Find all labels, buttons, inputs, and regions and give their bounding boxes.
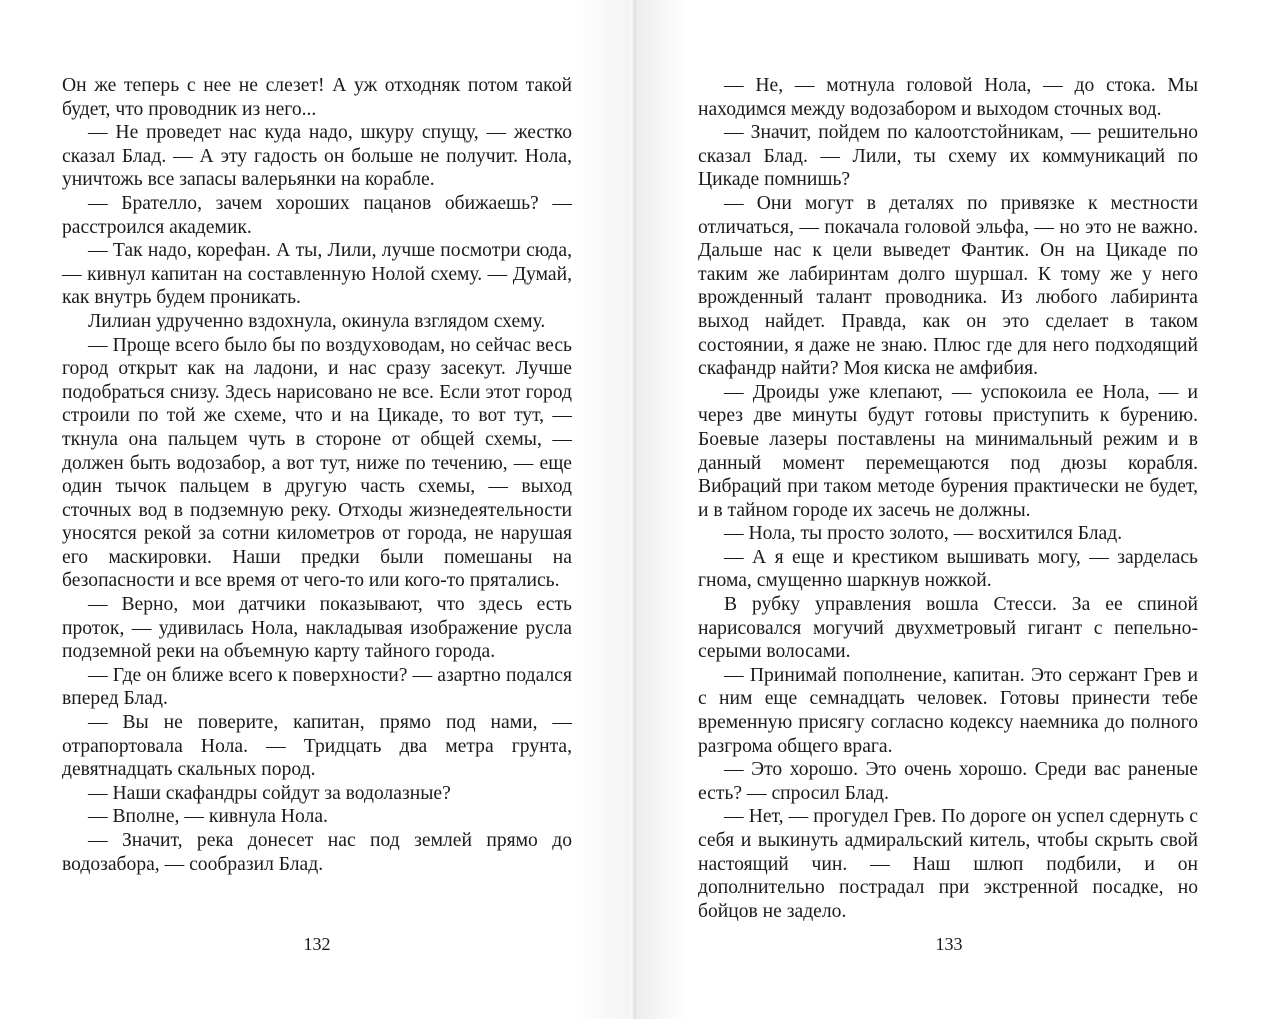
paragraph: — Вполне, — кивнула Нола. bbox=[88, 806, 328, 828]
paragraph: В рубку управления вошла Стесси. За ее спиной нарисовался могучий двухметровый гигант с пепельно-серыми волосами. bbox=[698, 594, 1198, 663]
paragraph: — Не, — мотнула головой Нола, — до стока. Мы находимся между водозабором и выходом сточных вод. bbox=[698, 75, 1198, 120]
paragraph: — А я еще и крестиком вышивать могу, — зарделась гнома, смущенно шаркнув ножкой. bbox=[698, 546, 1198, 592]
paragraph: — Наши скафандры сойдут за водолазные? bbox=[88, 782, 451, 804]
paragraph: — Не проведет нас куда надо, шкуру спущу, — жестко сказал Блад. — А эту гадость он больше не получит. Нола, уничтожь все запасы валерьянки на корабле. bbox=[62, 122, 572, 191]
right-page-text bbox=[698, 74, 1198, 923]
paragraph: — Значит, пойдем по калоотстойникам, — решительно сказал Блад. — Лили, ты схему их коммуникаций по Цикаде помнишь? bbox=[698, 122, 1198, 191]
paragraph: — Значит, река донесет нас под землей прямо до водозабора, — сообразил Блад. bbox=[62, 830, 572, 875]
paragraph: — Это хорошо. Это очень хорошо. Среди вас раненые есть? — спросил Блад. bbox=[698, 759, 1198, 804]
paragraph: — Вы не поверите, капитан, прямо под нами, — отрапортовала Нола. — Тридцать два метра грунта, девятнадцать скальных пород. bbox=[62, 712, 572, 781]
paragraph: — Нет, — прогудел Грев. По дороге он успел сдернуть с себя и выкинуть адмиральский китель, чтобы скрыть свой настоящий чин. — Наш шлюп подбили, и он дополнительно пострадал при экстренной посадке, но бойцов не задело. bbox=[698, 806, 1198, 922]
paragraph: — Принимай пополнение, капитан. Это сержант Грев и с ним еще семнадцать человек. Готовы принести тебе временную присягу согласно кодексу наемника до полного разгрома общего врага. bbox=[698, 664, 1198, 757]
paragraph: — Брателло, зачем хороших пацанов обижаешь? — расстроился академик. bbox=[62, 192, 572, 238]
left-page-text bbox=[62, 74, 572, 876]
page-number: 132 bbox=[303, 934, 331, 954]
paragraph: — Верно, мои датчики показывают, что здесь есть проток, — удивилась Нола, накладывая изображение русла подземной реки на объемную карту тайного города. bbox=[62, 594, 572, 663]
paragraph: Он же теперь с нее не слезет! А уж отходняк потом такой будет, что проводник из него... bbox=[62, 75, 572, 120]
paragraph: — Где он ближе всего к поверхности? — азартно подался вперед Блад. bbox=[62, 664, 572, 710]
paragraph: — Нола, ты просто золото, — восхитился Блад. bbox=[724, 523, 1123, 545]
paragraph: — Дроиды уже клепают, — успокоила ее Нола, — и через две минуты будут готовы приступить к бурению. Боевые лазеры поставлены на минимальный режим и в данный момент перемещаются под дюзы корабля. Вибраций при таком методе бурения практически не будет, и в тайном городе их засечь не должны. bbox=[698, 381, 1198, 521]
paragraph: — Так надо, корефан. А ты, Лили, лучше посмотри сюда, — кивнул капитан на составленную Нолой схему. — Думай, как внутрь будем проникать. bbox=[62, 240, 572, 309]
page-number: 133 bbox=[935, 934, 963, 954]
paragraph: — Проще всего было бы по воздуховодам, но сейчас весь город открыт как на ладони, и нас сразу засекут. Лучше подобраться снизу. Здесь нарисовано не все. Если этот город строили по той же схеме, что и на Цикаде, то вот тут, — ткнула она пальцем чуть в стороне от общей схемы, — должен быть водозабор, а вот тут, ниже по течению, — еще один тычок пальцем в другую часть схемы, — выход сточных вод в подземную реку. Отходы жизнедеятельности уносятся рекой за сотни километров от города, не нарушая его маскировки. Наши предки были помешаны на безопасности и все время от чего-то или кого-то прятались. bbox=[62, 334, 572, 592]
paragraph: — Они могут в деталях по привязке к местности отличаться, — покачала головой эльфа, — но это не важно. Дальше нас к цели выведет Фантик. Он на Цикаде по таким же лабиринтам долго шуршал. К тому же у него врожденный талант проводника. Из любого лабиринта выход найдет. Правда, как он это сделает в таком состоянии, я даже не знаю. Плюс где для него подходящий скафандр найти? Моя киска не амфибия. bbox=[698, 192, 1198, 380]
right-page bbox=[636, 0, 1272, 1019]
paragraph: Лилиан удрученно вздохнула, окинула взглядом схему. bbox=[88, 310, 546, 332]
